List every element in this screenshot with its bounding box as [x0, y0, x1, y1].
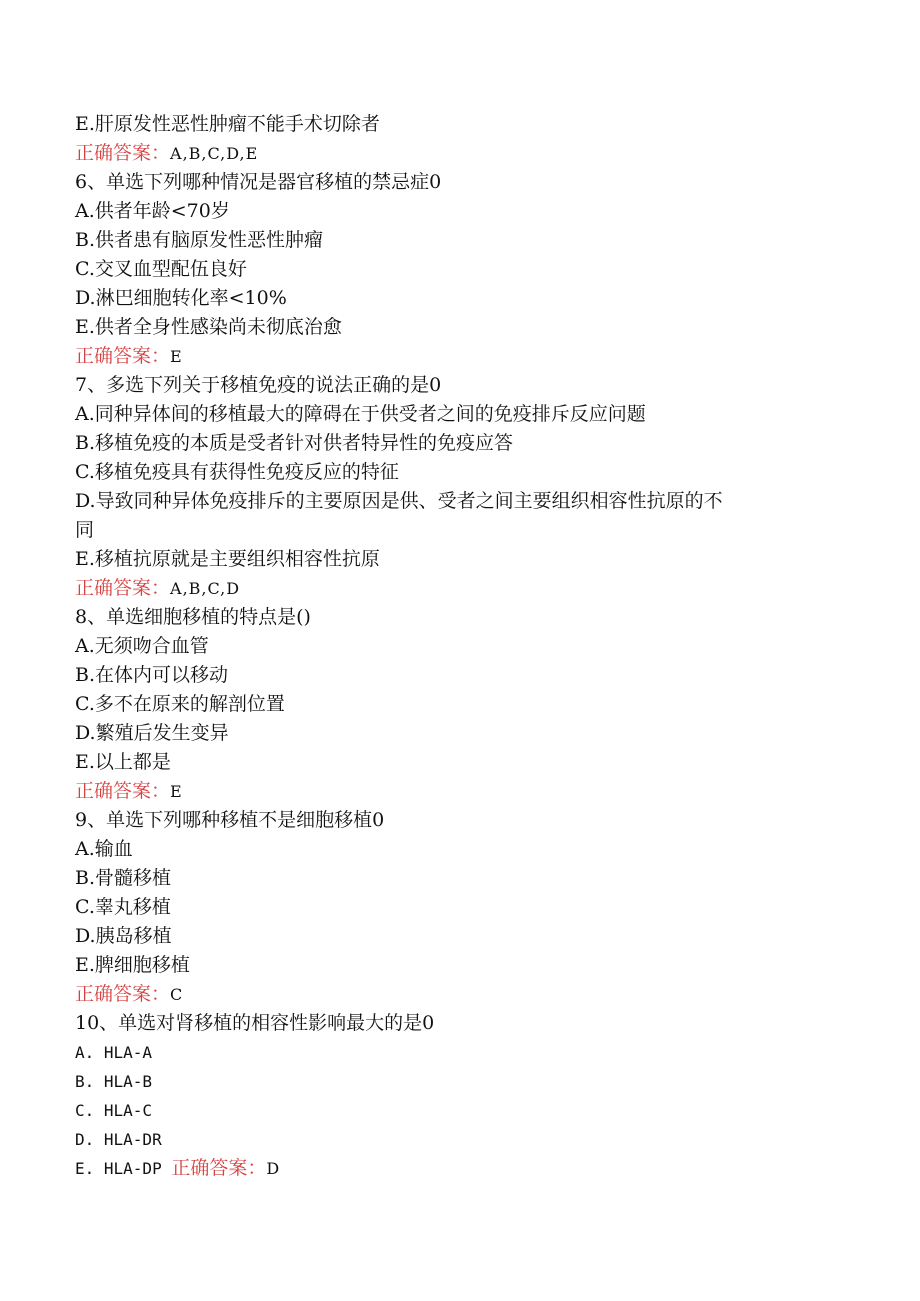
option-text: E.以上都是 — [75, 751, 171, 773]
option-text: C. HLA-C — [75, 1101, 153, 1120]
option-line — [75, 661, 855, 690]
answer-line — [75, 139, 855, 168]
option-text: A.无须吻合血管 — [75, 635, 209, 657]
option-line — [75, 1067, 855, 1096]
answer-value: E — [170, 347, 183, 366]
option-line — [75, 835, 855, 864]
answer-label: 正确答案： — [75, 577, 171, 599]
option-text: C.移植免疫具有获得性免疫反应的特征 — [75, 461, 399, 483]
answer-line — [75, 342, 855, 371]
answer-label: 正确答案： — [75, 345, 171, 367]
option-line — [75, 632, 855, 661]
option-text: C.多不在原来的解剖位置 — [75, 693, 285, 715]
option-text: E.移植抗原就是主要组织相容性抗原 — [75, 548, 380, 570]
option-text: E.肝原发性恶性肿瘤不能手术切除者 — [75, 113, 380, 135]
question-text: 8、单选细胞移植的特点是() — [75, 606, 311, 628]
option-text: D. HLA-DR — [75, 1130, 162, 1149]
option-line — [75, 110, 855, 139]
option-text: B.骨髓移植 — [75, 867, 172, 889]
answer-value: D — [266, 1159, 281, 1178]
option-line — [75, 516, 855, 545]
option-text: E.供者全身性感染尚未彻底治愈 — [75, 316, 342, 338]
answer-value: E — [170, 782, 183, 801]
option-line — [75, 922, 855, 951]
question-text: 6、单选下列哪种情况是器官移植的禁忌症0 — [75, 171, 442, 193]
answer-label: 正确答案： — [171, 1157, 267, 1179]
option-line — [75, 429, 855, 458]
option-text: 同 — [75, 519, 95, 541]
option-line — [75, 545, 855, 574]
question-line — [75, 371, 855, 400]
option-text: A. HLA-A — [75, 1043, 153, 1062]
question-line — [75, 603, 855, 632]
option-line — [75, 690, 855, 719]
option-text: B. HLA-B — [75, 1072, 153, 1091]
question-line — [75, 1009, 855, 1038]
option-line — [75, 197, 855, 226]
option-line — [75, 400, 855, 429]
answer-line — [75, 574, 855, 603]
answer-value: A,B,C,D — [170, 579, 241, 598]
option-text: D.繁殖后发生变异 — [75, 722, 229, 744]
option-line — [75, 1096, 855, 1125]
option-line — [75, 487, 855, 516]
option-text: C.交叉血型配伍良好 — [75, 258, 247, 280]
option-text: D.导致同种异体免疫排斥的主要原因是供、受者之间主要组织相容性抗原的不 — [75, 490, 723, 512]
question-text: 7、多选下列关于移植免疫的说法正确的是0 — [75, 374, 442, 396]
option-text: D.胰岛移植 — [75, 925, 172, 947]
option-line — [75, 255, 855, 284]
option-text: E.脾细胞移植 — [75, 954, 190, 976]
option-line — [75, 748, 855, 777]
answer-label: 正确答案： — [75, 142, 171, 164]
answer-value: C — [170, 985, 184, 1004]
option-line — [75, 719, 855, 748]
option-text: D.淋巴细胞转化率<10% — [75, 287, 287, 309]
answer-label: 正确答案： — [75, 983, 171, 1005]
answer-line — [75, 777, 855, 806]
option-line — [75, 864, 855, 893]
option-line — [75, 284, 855, 313]
answer-label: 正确答案： — [75, 780, 171, 802]
option-line — [75, 1125, 855, 1154]
option-text: B.在体内可以移动 — [75, 664, 229, 686]
option-text: E. HLA-DP — [75, 1159, 172, 1178]
option-line — [75, 1154, 855, 1183]
question-text: 10、单选对肾移植的相容性影响最大的是0 — [75, 1012, 435, 1034]
option-line — [75, 1038, 855, 1067]
option-line — [75, 893, 855, 922]
option-text: B.移植免疫的本质是受者针对供者特异性的免疫应答 — [75, 432, 514, 454]
question-line — [75, 168, 855, 197]
option-text: A.供者年龄<70岁 — [75, 200, 230, 222]
option-text: B.供者患有脑原发性恶性肿瘤 — [75, 229, 324, 251]
option-line — [75, 313, 855, 342]
option-line — [75, 226, 855, 255]
option-line — [75, 458, 855, 487]
option-text: A.输血 — [75, 838, 133, 860]
document-page — [75, 110, 855, 1183]
question-text: 9、单选下列哪种移植不是细胞移植0 — [75, 809, 385, 831]
answer-line — [75, 980, 855, 1009]
option-text: A.同种异体间的移植最大的障碍在于供受者之间的免疫排斥反应问题 — [75, 403, 646, 425]
option-text: C.睾丸移植 — [75, 896, 171, 918]
answer-value: A,B,C,D,E — [170, 144, 259, 163]
option-line — [75, 951, 855, 980]
question-line — [75, 806, 855, 835]
